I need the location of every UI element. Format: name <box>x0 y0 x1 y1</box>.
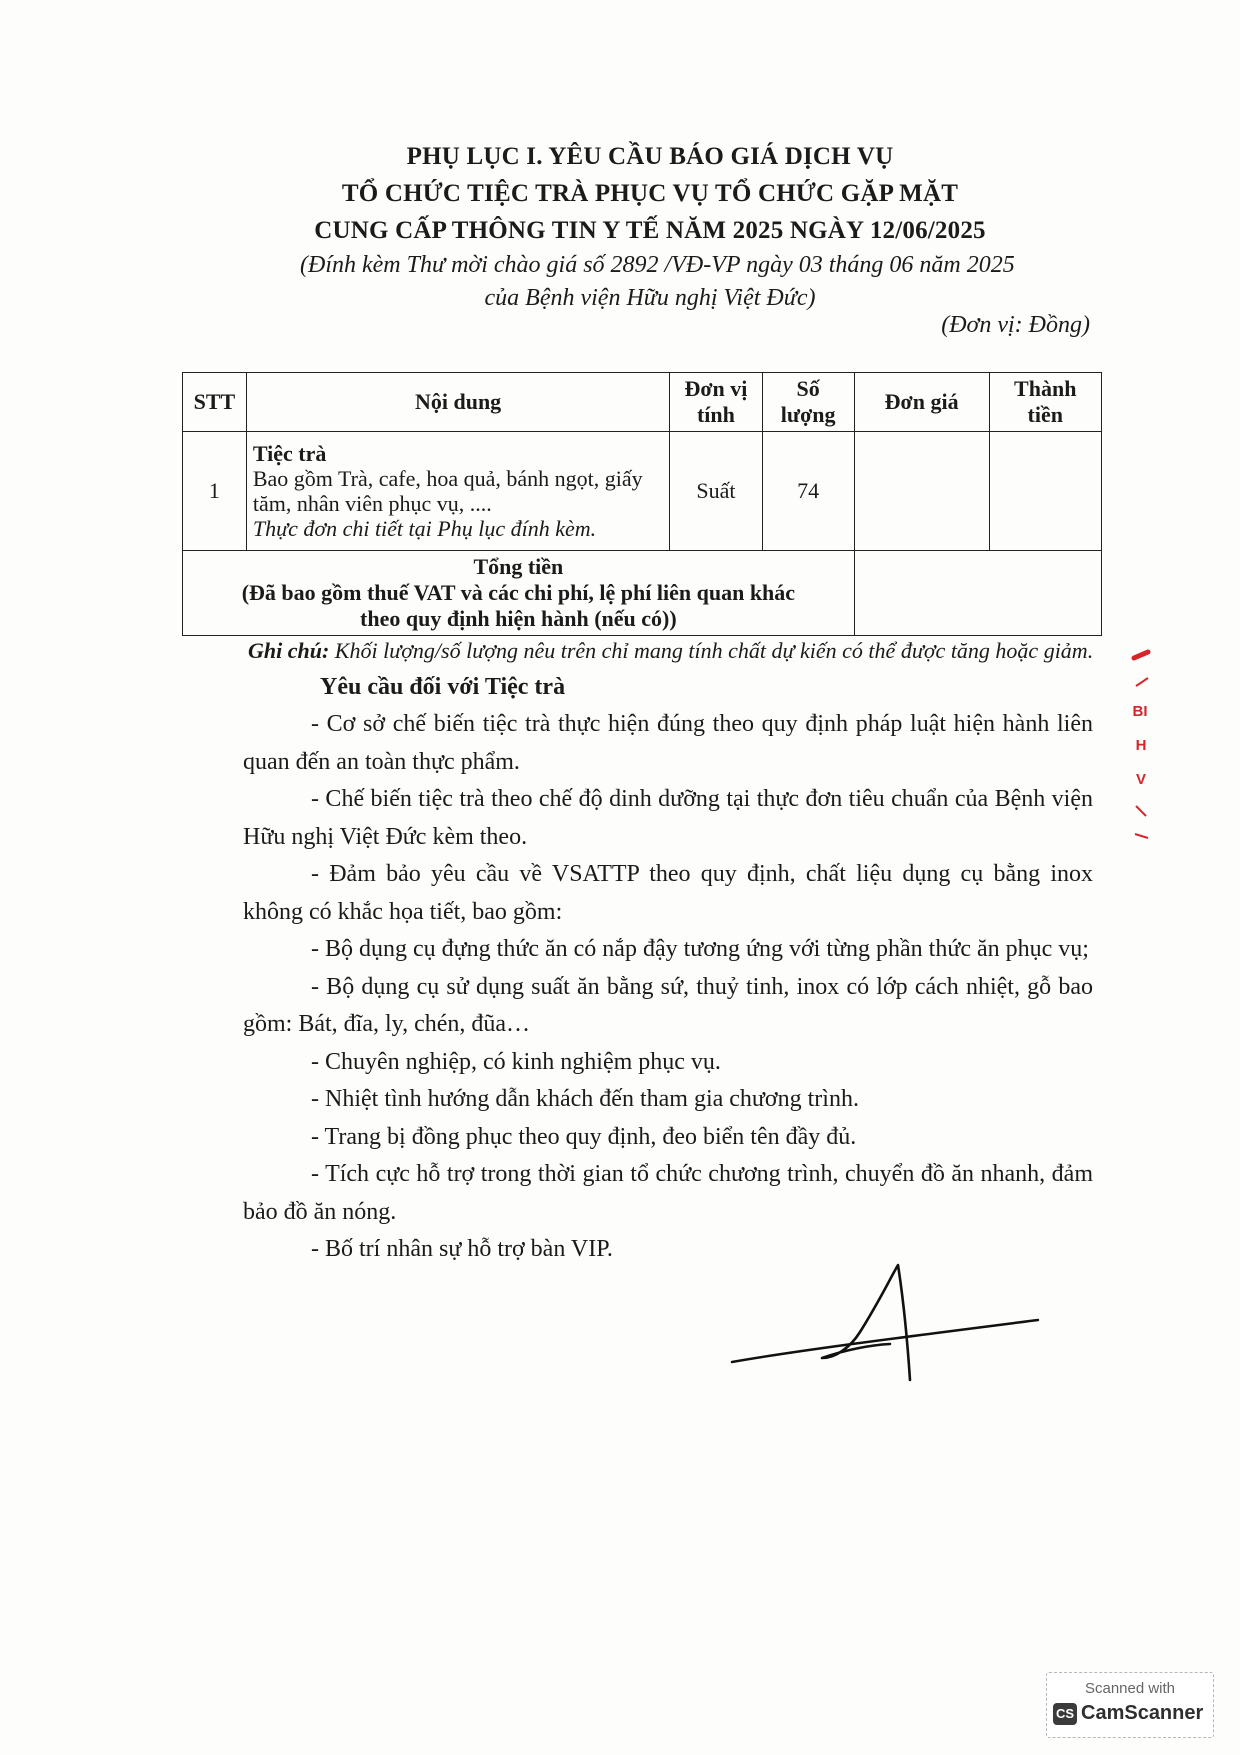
red-stamp-fragment <box>1128 648 1154 848</box>
requirements-list <box>243 706 1093 1269</box>
note-label: Ghi chú: <box>248 638 330 663</box>
document-header <box>300 138 1015 315</box>
header-unit-price: Đơn giá <box>854 373 989 432</box>
item-title: Tiệc trà <box>252 441 327 466</box>
cell-stt: 1 <box>183 432 247 551</box>
requirement-item: - Trang bị đồng phục theo quy định, đeo biển tên đầy đủ. <box>311 1123 857 1150</box>
currency-unit: (Đơn vị: Đồng) <box>941 312 1090 338</box>
camscanner-logo-icon: CS <box>1053 1703 1077 1725</box>
header-stt: STT <box>183 373 247 432</box>
title-line-2: TỔ CHỨC TIỆC TRÀ PHỤC VỤ TỔ CHỨC GẶP MẶT <box>341 180 959 207</box>
total-note-line-2: theo quy định hiện hành (nếu có)) <box>360 606 677 631</box>
requirement-item: - Bộ dụng cụ sử dụng suất ăn bằng sứ, thuỷ tinh, inox có lớp cách nhiệt, gỗ bao gồm: Bát, đĩa, ly, chén, đũa… <box>243 973 1093 1037</box>
requirement-item: - Tích cực hỗ trợ trong thời gian tổ chức chương trình, chuyển đồ ăn nhanh, đảm bảo đồ ăn nóng. <box>243 1161 1093 1225</box>
stamp-letters-2: H <box>1135 737 1147 754</box>
header-amount: Thành tiền <box>989 373 1102 432</box>
total-note-line-1: (Đã bao gồm thuế VAT và các chi phí, lệ phí liên quan khác <box>241 580 796 605</box>
attachment-line-1: (Đính kèm Thư mời chào giá số 2892 /VĐ-VP ngày 03 tháng 06 năm 2025 <box>300 252 1015 278</box>
requirement-item: - Bộ dụng cụ đựng thức ăn có nắp đậy tương ứng với từng phần thức ăn phục vụ; <box>311 936 1089 962</box>
requirement-item: - Nhiệt tình hướng dẫn khách đến tham gia chương trình. <box>311 1086 859 1112</box>
title-line-3: CUNG CẤP THÔNG TIN Y TẾ NĂM 2025 NGÀY 12/06/2025 <box>314 217 986 244</box>
requirement-item: - Chế biến tiệc trà theo chế độ dinh dưỡng tại thực đơn tiêu chuẩn của Bệnh viện Hữu nghị Việt Đức kèm theo. <box>243 786 1093 850</box>
requirements-title: Yêu cầu đối với Tiệc trà <box>320 674 566 700</box>
item-menu-note: Thực đơn chi tiết tại Phụ lục đính kèm. <box>252 516 597 541</box>
total-label-cell <box>183 551 855 636</box>
signature <box>720 1250 1050 1390</box>
note <box>248 638 1108 664</box>
requirement-item: - Chuyên nghiệp, có kinh nghiệm phục vụ. <box>311 1048 721 1075</box>
quotation-table <box>182 372 1102 636</box>
header-quantity: Số lượng <box>762 373 854 432</box>
table-header-row <box>183 373 1102 432</box>
attachment-line-2: của Bệnh viện Hữu nghị Việt Đức) <box>484 285 816 311</box>
cell-unit: Suất <box>670 432 762 551</box>
camscanner-badge <box>1046 1672 1214 1738</box>
header-content: Nội dung <box>246 373 670 432</box>
stamp-letters-1: BI <box>1132 703 1148 720</box>
camscanner-name: CamScanner <box>1081 1702 1204 1724</box>
cell-quantity: 74 <box>762 432 854 551</box>
cell-amount <box>989 432 1102 551</box>
cell-content <box>246 432 670 551</box>
item-description: Bao gồm Trà, cafe, hoa quả, bánh ngọt, giấy tăm, nhân viên phục vụ, .... <box>252 466 643 516</box>
header-unit: Đơn vị tính <box>670 373 762 432</box>
total-label: Tổng tiền <box>473 554 564 579</box>
requirement-item: - Cơ sở chế biến tiệc trà thực hiện đúng theo quy định pháp luật hiện hành liên quan đến an toàn thực phẩm. <box>243 711 1093 775</box>
requirement-item: - Bố trí nhân sự hỗ trợ bàn VIP. <box>311 1236 613 1262</box>
cell-unit-price <box>854 432 989 551</box>
total-amount-cell <box>854 551 1101 636</box>
stamp-letters-3: V <box>1135 771 1147 788</box>
total-row <box>183 551 1102 636</box>
requirement-item: - Đảm bảo yêu cầu về VSATTP theo quy định, chất liệu dụng cụ bằng inox không có khắc họa tiết, bao gồm: <box>243 861 1093 925</box>
table-row <box>183 432 1102 551</box>
title-line-1: PHỤ LỤC I. YÊU CẦU BÁO GIÁ DỊCH VỤ <box>406 143 894 170</box>
note-text: Khối lượng/số lượng nêu trên chỉ mang tính chất dự kiến có thể được tăng hoặc giảm. <box>334 638 1094 663</box>
camscanner-caption: Scanned with <box>1084 1680 1176 1697</box>
